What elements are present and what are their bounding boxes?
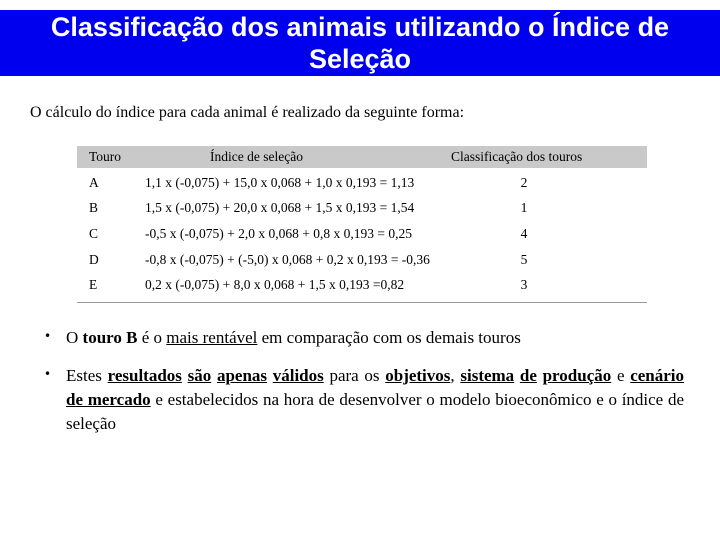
cell-formula: 1,1 x (-0,075) + 15,0 x 0,068 + 1,0 x 0,193 = 1,13 [145,174,415,190]
cell-touro: D [89,251,99,267]
header-touro: Touro [89,149,122,164]
cell-formula: -0,8 x (-0,075) + (-5,0) x 0,068 + 0,2 x 0,193 = -0,36 [145,251,430,267]
list-item [44,364,684,436]
text-run: é o [137,328,167,347]
bullet-text-2 [66,364,684,436]
emphasis-touro-b: touro B [82,328,138,347]
bullet-text-1 [66,326,684,350]
bullet-list [44,326,684,436]
cell-touro: B [89,200,99,216]
text-run: em comparação com os demais touros [257,328,521,347]
text-run: para os [323,366,386,385]
emphasis-word: cenário de mercado [66,366,685,409]
emphasis-word: de [519,366,537,385]
list-item [44,326,684,350]
text-run: e [611,366,631,385]
cell-formula: -0,5 x (-0,075) + 2,0 x 0,068 + 0,8 x 0,193 = 0,25 [145,225,412,241]
intro-text: O cálculo do índice para cada animal é realizado da seguinte forma: [30,104,465,121]
text-run: e estabelecidos na hora de desenvolver o modelo bioeconômico e o índice de seleção [66,390,684,433]
text-run: , [450,366,461,385]
cell-rank: 5 [520,251,528,267]
emphasis-word: válidos [272,366,324,385]
table-bottom-rule [77,298,647,303]
emphasis-word: objetivos [385,366,451,385]
cell-touro: E [89,277,98,293]
title-bar [0,10,720,76]
table-header-row [77,146,647,168]
emphasis-word: sistema [460,366,515,385]
emphasis-word: resultados [107,366,182,385]
cell-touro: A [89,174,99,190]
text-run: Estes [66,366,108,385]
table-row [77,272,647,298]
emphasis-mais-rentavel: mais rentável [166,328,258,347]
selection-index-table [77,146,647,303]
cell-rank: 3 [520,277,528,293]
table-row [77,221,647,247]
cell-rank: 4 [520,225,528,241]
table-row [77,168,647,196]
slide-title: Classificação dos animais utilizando o Índice de Seleção [50,12,670,74]
header-indice: Índice de seleção [210,149,303,164]
cell-rank: 2 [520,174,528,190]
text-run: O [66,328,83,347]
table-row [77,196,647,222]
emphasis-word: apenas [216,366,268,385]
cell-touro: C [89,225,99,241]
header-classificacao: Classificação dos touros [451,149,583,164]
emphasis-word: são [187,366,212,385]
table-row [77,247,647,273]
cell-formula: 1,5 x (-0,075) + 20,0 x 0,068 + 1,5 x 0,193 = 1,54 [145,200,415,216]
bullet-icon: • [44,329,52,343]
bullet-icon: • [44,367,52,381]
cell-rank: 1 [520,200,528,216]
cell-formula: 0,2 x (-0,075) + 8,0 x 0,068 + 1,5 x 0,193 =0,82 [145,277,405,293]
emphasis-word: produção [542,366,612,385]
